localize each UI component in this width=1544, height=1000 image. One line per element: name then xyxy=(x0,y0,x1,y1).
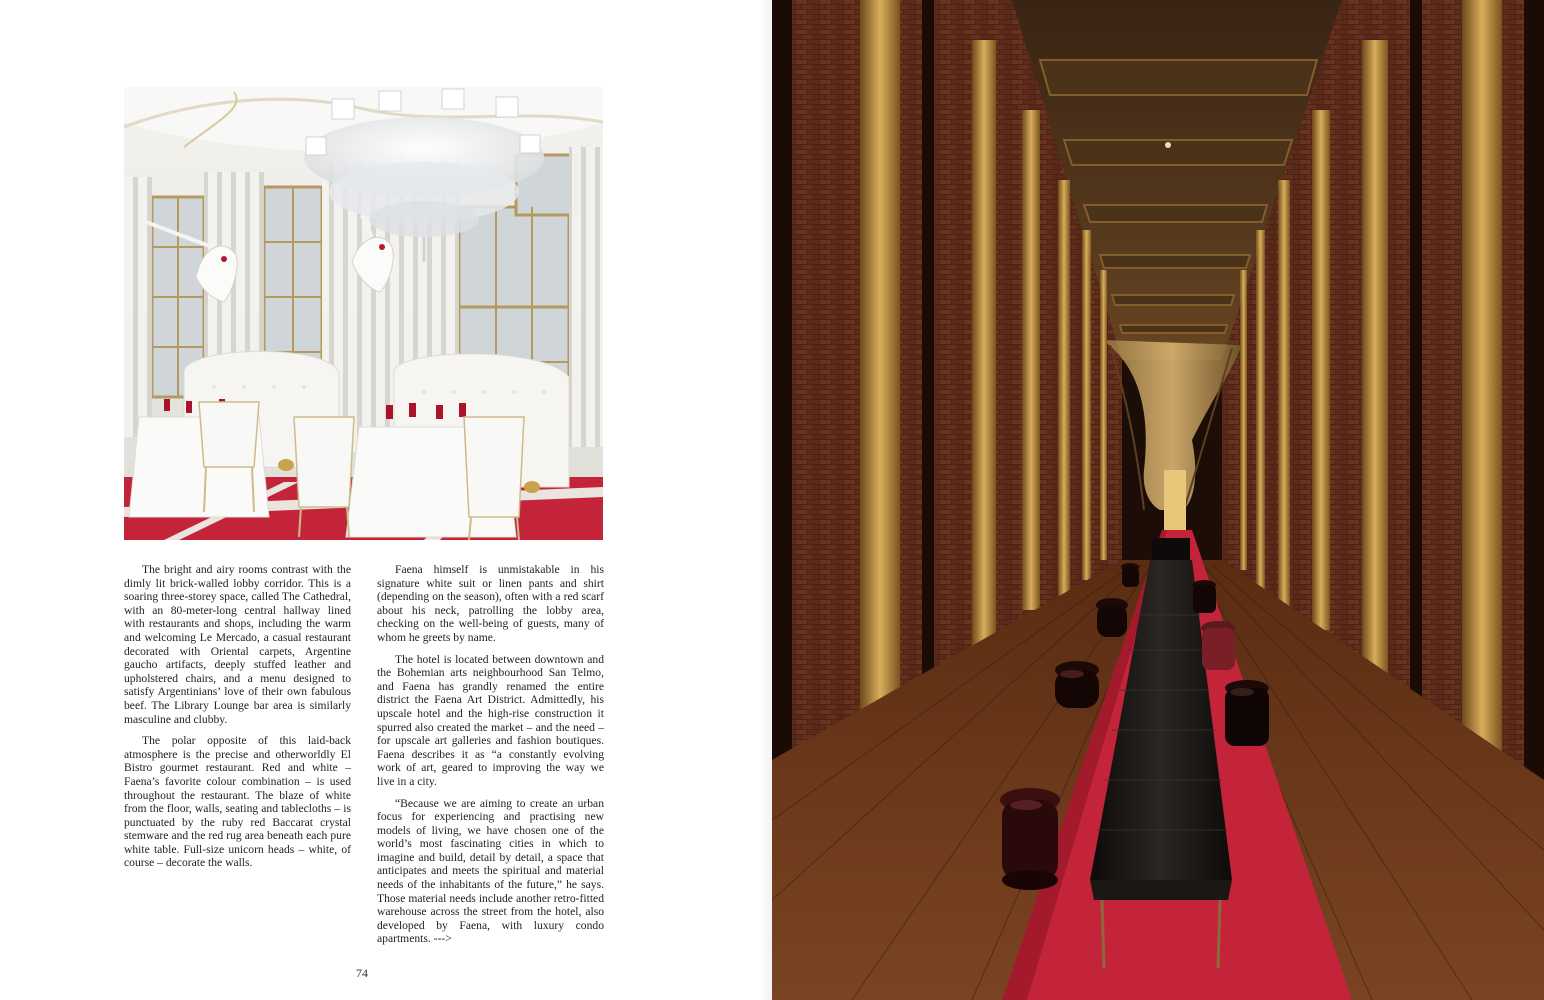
corridor-photo xyxy=(772,0,1544,1000)
paragraph: The bright and airy rooms contrast with the dimly lit brick-walled lobby corridor. This is a soaring three-storey space, called The Cathedral, with an 80-meter-long central hallway lined with restaurants and shops, including the warm and welcoming Le Mercado, a casual restaurant decorated with Oriental carpets, Argentine gaucho artifacts, deeply stuffed leather and upholstered chairs, and a menu designed to satisfy Argentinians’ love of their own fabulous beef. The Library Lounge bar area is similarly masculine and clubby. xyxy=(124,563,351,726)
paragraph: Faena himself is unmistakable in his signature white suit or linen pants and shirt (depending on the season), often with a red scarf about his neck, patrolling the lobby area, checking on the well-being of guests, many of whom he greets by name. xyxy=(377,563,604,644)
paragraph: “Because we are aiming to create an urban focus for experiencing and practising new models of living, we have chosen one of the world’s most fascinating cities in which to imagine and build, detail by detail, a space that anticipates and meets the spiritual and material needs of the inhabitants of the future,” he says. Those material needs include another retro-fitted warehouse across the street from the hotel, also developed by Faena, with luxury condo apartments. ---> xyxy=(377,796,604,946)
paragraph: The hotel is located between downtown and the Bohemian arts neighbourhood San Telmo, and Faena has grandly renamed the entire district the Faena Art District. Admittedly, his upscale hotel and the high-rise construction it spurred also created the market – and the need – for upscale art galleries and fashion boutiques. Faena describes it as “a constantly evolving work of art, geared to improving the way we live in a city. xyxy=(377,652,604,788)
restaurant-photo xyxy=(124,87,603,540)
text-column-left xyxy=(124,563,351,878)
paragraph: The polar opposite of this laid-back atmosphere is the precise and otherworldly El Bistro gourmet restaurant. Red and white – Faena’s favorite colour combination – is used throughout the restaurant. The blaze of white from the floor, walls, seating and tablecloths – is punctuated by the ruby red Baccarat crystal stemware and the red rug area beneath each pure white table. Full-size unicorn heads – white, of course – decorate the walls. xyxy=(124,734,351,870)
page-number: 74 xyxy=(356,966,368,980)
text-column-right xyxy=(377,563,604,954)
